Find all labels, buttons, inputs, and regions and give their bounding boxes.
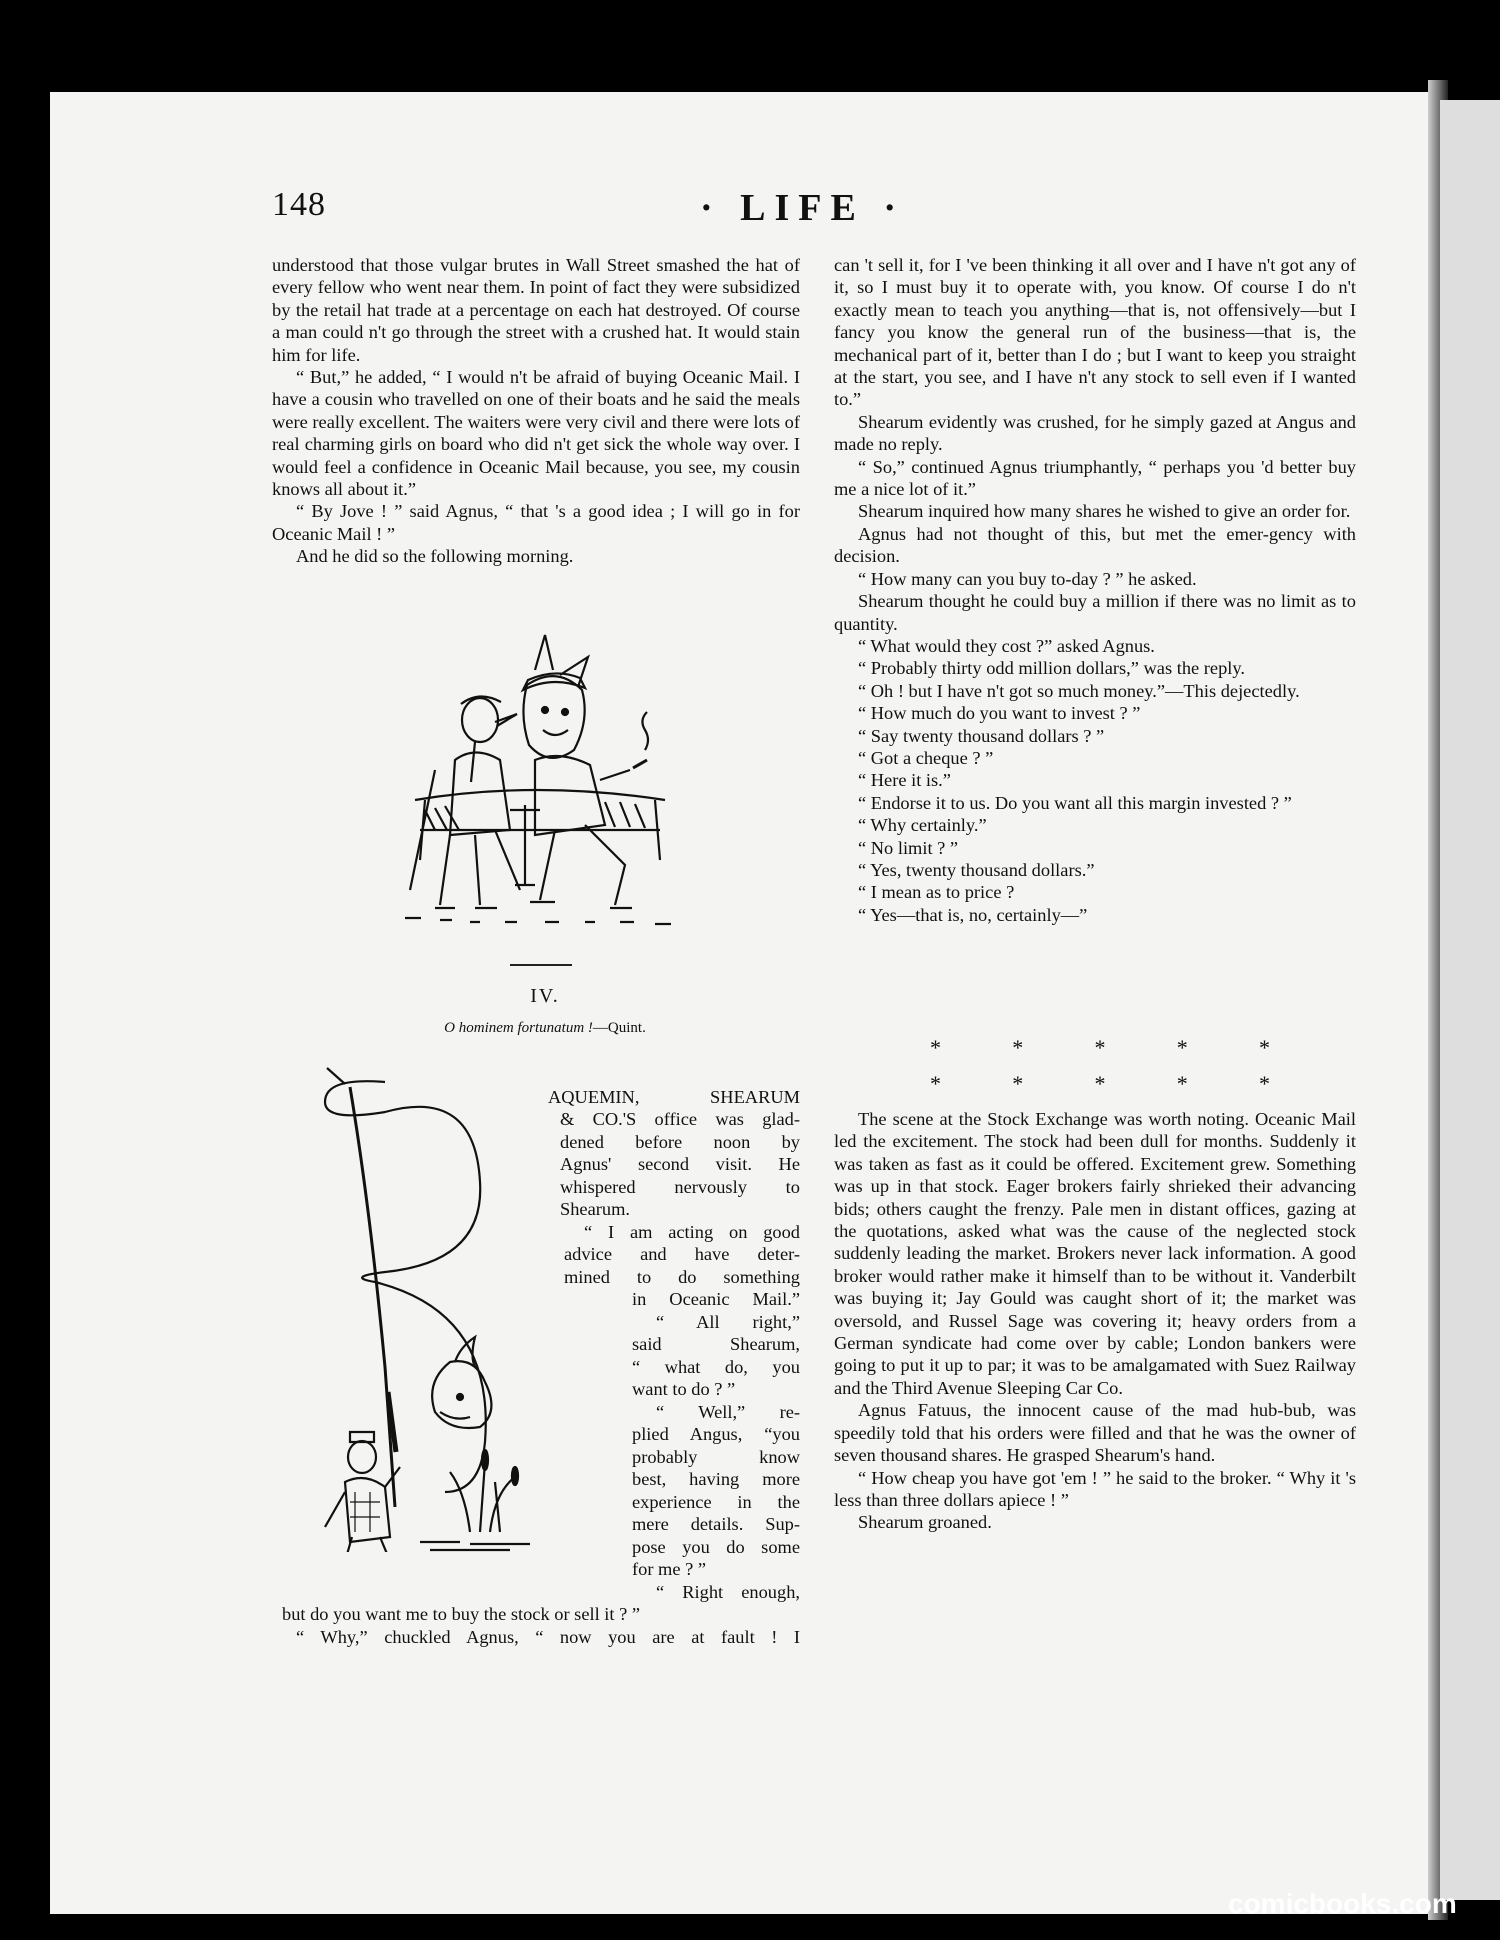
- text-line: Shearum.: [560, 1199, 630, 1219]
- text-line: in Oceanic Mail.”: [632, 1289, 800, 1309]
- paragraph: understood that those vulgar brutes in Wall Street smashed the hat of every fellow who went near them. In point of fact they were subsidized by the retail hat trade at a percentage on each hat destroyed. Of course a man could n't go through the street with a crushed hat. It would stain him for life.: [272, 255, 800, 365]
- paragraph: “ Yes, twenty thousand dollars.”: [858, 859, 1095, 880]
- star: *: [1012, 1071, 1024, 1096]
- text-line: experience in the: [632, 1492, 800, 1512]
- left-column-top: [272, 254, 800, 568]
- paragraph: “ By Jove ! ” said Agnus, “ that 's a good idea ; I will go in for Oceanic Mail ! ”: [272, 501, 800, 544]
- paragraph: Shearum groaned.: [858, 1512, 992, 1533]
- section-numeral: IV.: [530, 985, 560, 1007]
- text-line: “ what do, you: [632, 1357, 800, 1377]
- paragraph: Agnus Fatuus, the innocent cause of the mad hub-bub, was speedily told that his orders were filled and that he was the owner of seven thousand shares. He grasped Shearum's hand.: [834, 1400, 1356, 1466]
- epigraph: [380, 1020, 710, 1037]
- paragraph: “ No limit ? ”: [858, 837, 959, 858]
- text-line: AQUEMIN, SHEARUM: [548, 1087, 800, 1107]
- section-rule: [510, 964, 572, 966]
- paragraph: “ Say twenty thousand dollars ? ”: [858, 725, 1105, 746]
- text-line: mined to do something: [564, 1267, 800, 1287]
- paragraph: “ I mean as to price ?: [858, 882, 1015, 903]
- text-line: but do you want me to buy the stock or sell it ? ”: [282, 1604, 641, 1624]
- site-watermark: comicbooks.com: [1228, 1888, 1457, 1919]
- star: *: [1012, 1035, 1024, 1060]
- paragraph: “ What would they cost ?” asked Agnus.: [858, 635, 1155, 656]
- paragraph: Agnus had not thought of this, but met the emer-gency with decision.: [834, 523, 1356, 567]
- paragraph: “ So,” continued Agnus triumphantly, “ perhaps you 'd better buy me a nice lot of it.”: [834, 456, 1356, 500]
- text-line: said Shearum,: [632, 1334, 800, 1354]
- text-line: for me ? ”: [632, 1559, 707, 1579]
- paragraph: “ Endorse it to us. Do you want all this margin invested ? ”: [858, 792, 1292, 813]
- text-line: & CO.'S office was glad-: [560, 1109, 800, 1129]
- text-line: “ Right enough,: [656, 1582, 800, 1602]
- text-line: “ Why,” chuckled Agnus, “ now you are at fault ! I: [296, 1627, 800, 1647]
- magazine-title: · LIFE ·: [700, 187, 906, 229]
- paragraph: “ How much do you want to invest ? ”: [858, 703, 1141, 724]
- star: *: [930, 1035, 941, 1060]
- text-line: “ I am acting on good: [584, 1222, 800, 1242]
- paragraph: “ Why certainly.”: [858, 815, 987, 836]
- paragraph: “ Probably thirty odd million dollars,” was the reply.: [858, 658, 1245, 679]
- right-column-top: [834, 254, 1356, 926]
- fisherman-dropcap-illustration: [290, 1062, 550, 1552]
- paragraph: “ But,” he added, “ I would n't be afraid of buying Oceanic Mail. I have a cousin who travelled on one of their boats and he said the meals were really excellent. The waiters were very civil and there were lots of real charming girls on board who did n't get sick the whole way over. I would feel a confidence in Oceanic Mail because, you see, my cousin knows all about it.”: [272, 367, 800, 500]
- paragraph: “ Yes—that is, no, certainly—”: [858, 904, 1088, 925]
- text-line: advice and have deter-: [564, 1244, 800, 1264]
- star: *: [1176, 1071, 1188, 1096]
- paragraph: “ Here it is.”: [858, 770, 951, 791]
- star: *: [930, 1071, 941, 1096]
- section-break-stars: [930, 1071, 1270, 1097]
- epigraph-source: —Quint.: [592, 1020, 646, 1036]
- page-number: 148: [272, 186, 326, 223]
- text-line: plied Angus, “you: [632, 1424, 800, 1444]
- text-line: want to do ? ”: [632, 1379, 736, 1399]
- star: *: [1259, 1035, 1270, 1060]
- paragraph: Shearum inquired how many shares he wished to give an order for.: [858, 501, 1351, 522]
- section-break-stars: [930, 1035, 1270, 1061]
- text-line: pose you do some: [632, 1537, 800, 1557]
- star: *: [1094, 1071, 1106, 1096]
- paragraph: can 't sell it, for I 've been thinking it all over and I have n't got any of it, so I must buy it to operate with, you know. Of course I do n't exactly mean to teach you anything—that is, not offensively—but I fancy you know the general run of the business—that is, the mechanical part of it, better than I do ; but I want to keep you straight at the start, you see, and I have n't any stock to sell even if I wanted to.”: [834, 255, 1356, 410]
- star: *: [1176, 1035, 1188, 1060]
- star: *: [1094, 1035, 1106, 1060]
- text-line: probably know: [632, 1447, 800, 1467]
- epigraph-latin: O hominem fortunatum !: [444, 1020, 593, 1036]
- paragraph: And he did so the following morning.: [296, 546, 574, 567]
- paragraph: “ How cheap you have got 'em ! ” he said to the broker. “ Why it 's less than three dollars apiece ! ”: [834, 1467, 1356, 1510]
- paragraph: Shearum thought he could buy a million if there was no limit as to quantity.: [834, 591, 1356, 634]
- text-line: Agnus' second visit. He: [560, 1154, 800, 1174]
- paragraph: Shearum evidently was crushed, for he simply gazed at Angus and made no reply.: [834, 411, 1356, 455]
- text-line: mere details. Sup-: [632, 1514, 800, 1534]
- bench-conversation-illustration: [395, 630, 695, 930]
- text-line: best, having more: [632, 1469, 800, 1489]
- star: *: [1259, 1071, 1270, 1096]
- paragraph: “ Got a cheque ? ”: [858, 747, 994, 768]
- adjacent-page-edge: [1440, 100, 1500, 1900]
- text-line: “ All right,”: [656, 1312, 800, 1332]
- paragraph: “ Oh ! but I have n't got so much money.”—This dejectedly.: [858, 680, 1300, 701]
- text-line: “ Well,” re-: [656, 1402, 800, 1422]
- text-line: whispered nervously to: [560, 1177, 800, 1197]
- paragraph: The scene at the Stock Exchange was worth noting. Oceanic Mail led the excitement. The stock had been dull for months. Suddenly it was taken as fast as it could be offered. Excitement grew. Something was up in that stock. Eager brokers fairly shrieked their advancing bids; others caught the frenzy. Pale men in distant offices, gazing at the quotations, asked what was the cause of the neglected stock suddenly leading the market. Brokers never lack information. A good broker would rather make it himself than to be without it. Vanderbilt was buying it; Jay Gould was caught short of it; the market was oversold, and Russel Sage was covering it; heavy orders from a German syndicate had come over by cable; London bankers were going to put it up to par; it was to be amalgamated with Suez Railway and the Third Avenue Sleeping Car Co.: [834, 1109, 1356, 1398]
- text-line: dened before noon by: [560, 1132, 800, 1152]
- right-column-bottom: [834, 1108, 1356, 1534]
- paragraph: “ How many can you buy to-day ? ” he asked.: [858, 568, 1197, 589]
